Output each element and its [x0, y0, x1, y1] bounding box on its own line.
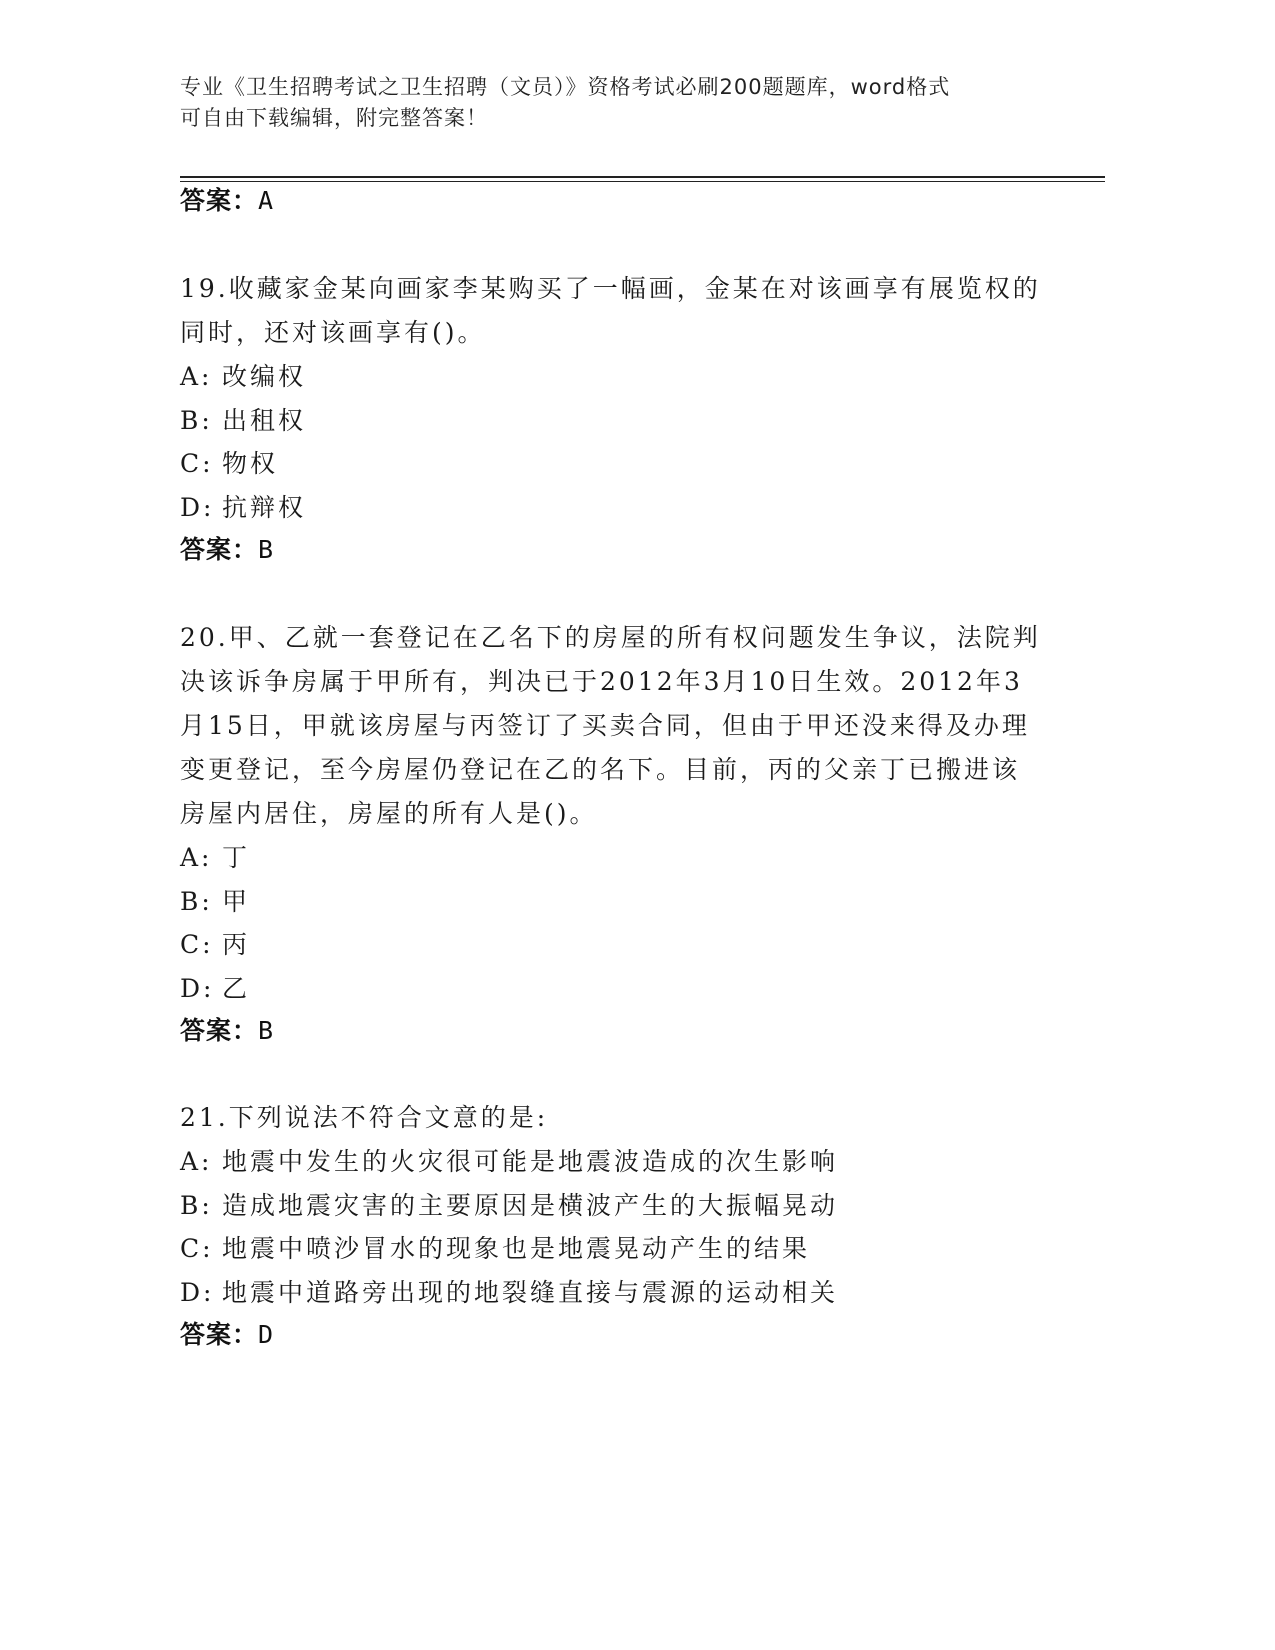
question-stem — [180, 616, 1060, 836]
question-stem — [180, 267, 1060, 355]
option-b — [180, 399, 1060, 443]
option-text: 抗辩权 — [222, 492, 307, 522]
option-a — [180, 355, 1060, 399]
answer-label: 答案： — [180, 535, 259, 564]
option-b — [180, 1184, 1060, 1228]
option-text: 甲 — [222, 886, 251, 916]
option-text: 改编权 — [222, 362, 307, 391]
option-text: 丁 — [222, 843, 251, 872]
option-text: 物权 — [222, 449, 279, 478]
question-21 — [180, 1096, 1060, 1352]
option-key: B: — [180, 886, 213, 916]
option-text: 地震中喷沙冒水的现象也是地震晃动产生的结果 — [222, 1234, 811, 1263]
answer-line — [180, 1318, 1060, 1352]
previous-answer — [180, 184, 1060, 218]
stem-line: 21.下列说法不符合文意的是: — [180, 1103, 549, 1132]
option-text: 地震中道路旁出现的地裂缝直接与震源的运动相关 — [222, 1277, 839, 1307]
option-d — [180, 967, 1060, 1011]
answer-label: 答案： — [180, 1016, 259, 1045]
option-d — [180, 486, 1060, 530]
option-key: B: — [180, 405, 213, 435]
option-text: 丙 — [222, 930, 251, 959]
option-key: D: — [180, 973, 215, 1003]
option-c — [180, 442, 1060, 486]
stem-line: 月15日，甲就该房屋与丙签订了买卖合同，但由于甲还没来得及办理 — [180, 711, 1030, 740]
option-d — [180, 1271, 1060, 1315]
question-19 — [180, 267, 1060, 567]
stem-line: 19.收藏家金某向画家李某购买了一幅画，金某在对该画享有展览权的 — [180, 274, 1041, 303]
option-text: 出租权 — [222, 405, 307, 435]
header-line-1: 专业《卫生招聘考试之卫生招聘（文员）》资格考试必刷200题题库，word格式 — [180, 75, 951, 99]
answer-value: D — [258, 1320, 275, 1349]
answer-label: 答案： — [180, 186, 259, 215]
header-rule — [180, 176, 1105, 178]
option-c — [180, 923, 1060, 967]
option-key: A: — [180, 1147, 213, 1176]
answer-value: A — [258, 186, 275, 215]
question-20 — [180, 616, 1060, 1048]
option-key: C: — [180, 449, 214, 478]
header-rule-thin — [180, 181, 1105, 182]
option-a — [180, 836, 1060, 880]
answer-label: 答案： — [180, 1320, 259, 1349]
option-c — [180, 1227, 1060, 1271]
answer-line — [180, 1014, 1060, 1048]
option-text: 地震中发生的火灾很可能是地震波造成的次生影响 — [222, 1147, 839, 1176]
answer-line — [180, 533, 1060, 567]
option-key: A: — [180, 362, 213, 391]
option-text: 乙 — [222, 973, 251, 1003]
option-key: D: — [180, 492, 215, 522]
option-b — [180, 880, 1060, 924]
option-key: C: — [180, 930, 214, 959]
header-line-2: 可自由下载编辑，附完整答案！ — [180, 106, 488, 130]
page-header — [180, 72, 1040, 134]
stem-line: 变更登记，至今房屋仍登记在乙的名下。目前，丙的父亲丁已搬进该 — [180, 755, 1021, 784]
stem-line: 房屋内居住，房屋的所有人是()。 — [180, 799, 598, 828]
stem-line: 20.甲、乙就一套登记在乙名下的房屋的所有权问题发生争议，法院判 — [180, 623, 1041, 652]
answer-value: B — [258, 535, 275, 564]
option-a — [180, 1140, 1060, 1184]
question-stem — [180, 1096, 1060, 1140]
option-key: D: — [180, 1277, 215, 1307]
option-key: C: — [180, 1234, 214, 1263]
answer-value: B — [258, 1016, 275, 1045]
stem-line: 决该诉争房属于甲所有，判决已于2012年3月10日生效。2012年3 — [180, 667, 1023, 696]
option-text: 造成地震灾害的主要原因是横波产生的大振幅晃动 — [222, 1190, 839, 1220]
option-key: A: — [180, 843, 213, 872]
option-key: B: — [180, 1190, 213, 1220]
stem-line: 同时，还对该画享有()。 — [180, 318, 486, 347]
